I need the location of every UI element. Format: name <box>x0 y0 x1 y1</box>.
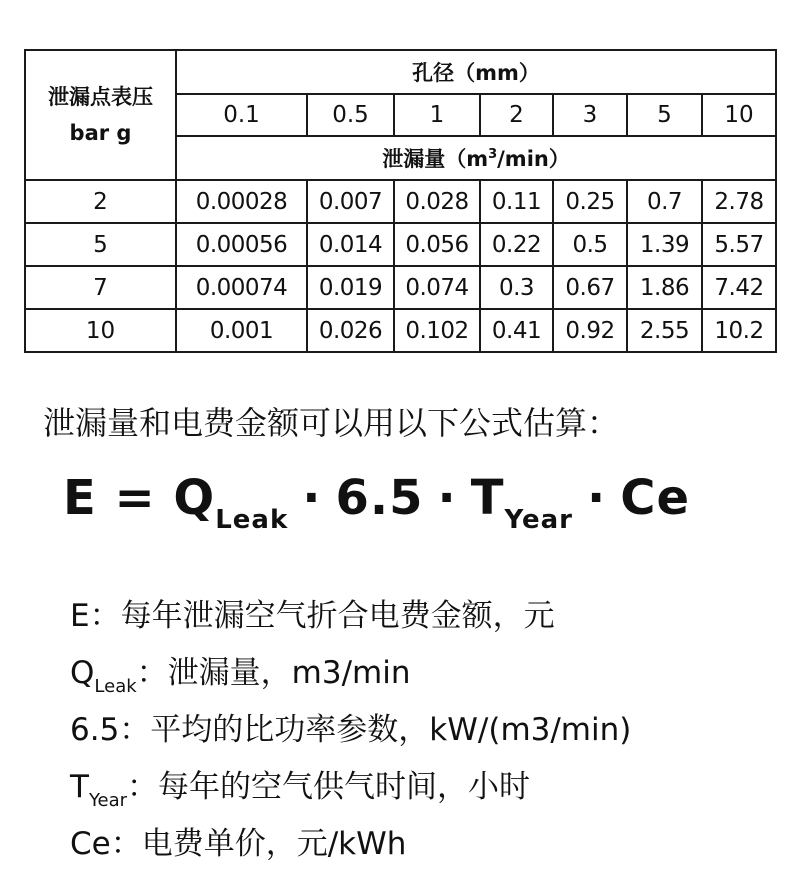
value-cell: 0.00056 <box>176 223 307 266</box>
value-cell: 0.007 <box>307 180 394 223</box>
value-cell: 1.39 <box>627 223 702 266</box>
formula-factor: 6.5 <box>335 470 424 526</box>
pressure-cell: 10 <box>25 309 176 352</box>
pressure-cell: 2 <box>25 180 176 223</box>
cost-formula <box>63 470 690 535</box>
diameter-cell: 0.1 <box>176 94 307 136</box>
formula-year-subscript: Year <box>504 505 573 535</box>
value-cell: 0.056 <box>394 223 480 266</box>
diameter-cell: 10 <box>702 94 776 136</box>
value-cell: 2.78 <box>702 180 776 223</box>
value-cell: 0.22 <box>480 223 553 266</box>
diameter-cell: 3 <box>553 94 627 136</box>
value-cell: 0.92 <box>553 309 627 352</box>
value-cell: 0.019 <box>307 266 394 309</box>
value-cell: 1.86 <box>627 266 702 309</box>
value-cell: 0.5 <box>553 223 627 266</box>
pressure-header-label: 泄漏点表压 <box>48 85 153 109</box>
value-cell: 0.001 <box>176 309 307 352</box>
diameter-cell: 1 <box>394 94 480 136</box>
table-row <box>25 266 776 309</box>
legend-q-subscript: Leak <box>94 676 137 697</box>
value-cell: 0.41 <box>480 309 553 352</box>
value-cell: 0.028 <box>394 180 480 223</box>
table-row <box>25 180 776 223</box>
formula-intro-text: 泄漏量和电费金额可以用以下公式估算： <box>43 404 620 442</box>
formula-ce: Ce <box>620 470 690 526</box>
legend-q-text: ：泄漏量，m3/min <box>136 655 411 691</box>
legend-t-subscript: Year <box>88 790 128 811</box>
diameter-cell: 5 <box>627 94 702 136</box>
pressure-cell: 5 <box>25 223 176 266</box>
table-row <box>25 223 776 266</box>
value-cell: 0.25 <box>553 180 627 223</box>
value-cell: 0.014 <box>307 223 394 266</box>
value-cell: 0.00028 <box>176 180 307 223</box>
formula-t: T <box>470 470 505 526</box>
value-cell: 10.2 <box>702 309 776 352</box>
formula-e-q: E = Q <box>63 470 216 526</box>
value-cell: 0.7 <box>627 180 702 223</box>
legend-e: E：每年泄漏空气折合电费金额，元 <box>70 598 555 634</box>
pressure-cell: 7 <box>25 266 176 309</box>
value-cell: 5.57 <box>702 223 776 266</box>
formula-dot: · <box>586 470 607 526</box>
value-cell: 7.42 <box>702 266 776 309</box>
pressure-unit-label: bar g <box>69 121 132 145</box>
legend-q-symbol: Q <box>70 655 95 691</box>
value-cell: 0.3 <box>480 266 553 309</box>
legend-t <box>70 759 631 816</box>
value-cell: 0.074 <box>394 266 480 309</box>
leak-rate-header-prefix: 泄漏量（m <box>382 147 489 171</box>
leak-rate-table <box>24 49 777 353</box>
formula-dot: · <box>437 470 457 526</box>
formula-leak-subscript: Leak <box>215 505 289 535</box>
legend-t-text: ：每年的空气供气时间，小时 <box>127 769 531 805</box>
value-cell: 0.102 <box>394 309 480 352</box>
value-cell: 0.00074 <box>176 266 307 309</box>
legend-q <box>70 645 631 702</box>
leak-rate-header-suffix: /min） <box>497 147 570 171</box>
legend-t-symbol: T <box>70 769 89 805</box>
diameter-cell: 0.5 <box>307 94 394 136</box>
formula-dot: · <box>302 470 322 526</box>
value-cell: 0.67 <box>553 266 627 309</box>
diameter-cell: 2 <box>480 94 553 136</box>
value-cell: 0.11 <box>480 180 553 223</box>
table-row <box>25 309 776 352</box>
leak-rate-header-sup: 3 <box>488 147 498 162</box>
pressure-header-cell <box>25 50 176 180</box>
leak-rate-header <box>176 136 776 180</box>
legend-ce: Ce：电费单价，元/kWh <box>70 826 407 862</box>
value-cell: 0.026 <box>307 309 394 352</box>
hole-diameter-header: 孔径（mm） <box>176 50 776 94</box>
formula-legend <box>70 588 631 873</box>
legend-factor: 6.5：平均的比功率参数，kW/(m3/min) <box>70 712 632 748</box>
value-cell: 2.55 <box>627 309 702 352</box>
